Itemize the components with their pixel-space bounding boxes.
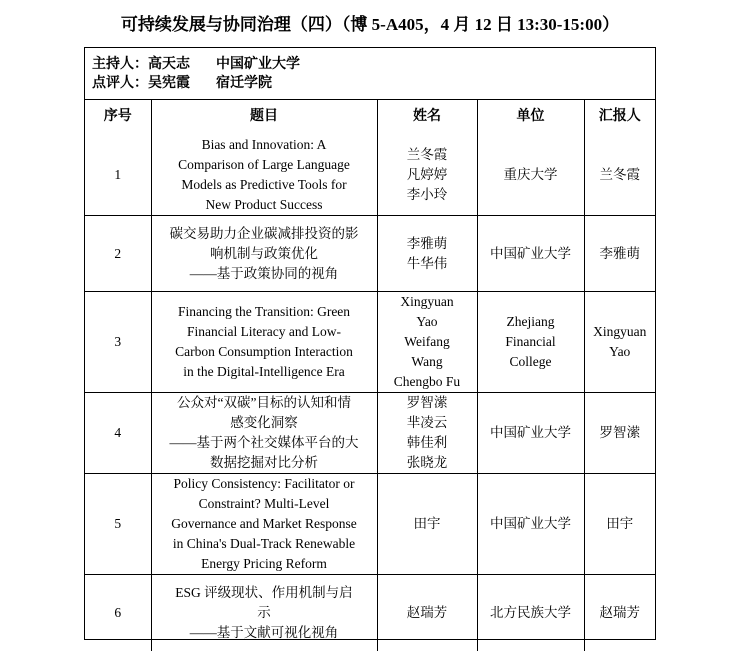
cell-names-line: 田宇 bbox=[413, 516, 441, 531]
cell-title bbox=[151, 292, 377, 393]
cell-presenter-line: 李雅萌 bbox=[599, 245, 640, 261]
cell-presenter bbox=[584, 135, 655, 216]
cell-title bbox=[151, 393, 377, 474]
cell-unit bbox=[477, 393, 584, 474]
cell-title-line: Energy Pricing Reform bbox=[201, 556, 327, 571]
cell-title-line: Carbon Consumption Interaction bbox=[175, 344, 353, 359]
cell-names bbox=[377, 393, 477, 474]
cell-title-line: 响机制与政策优化 bbox=[210, 245, 318, 261]
cell-no: 4 bbox=[85, 393, 151, 474]
cell-unit bbox=[477, 474, 584, 575]
reviewer-label: 点评人：吴宪霞 bbox=[92, 76, 190, 91]
cell-title-line: Constraint? Multi-Level bbox=[198, 496, 330, 511]
cell-unit-line: College bbox=[509, 354, 552, 369]
cell-title bbox=[151, 575, 377, 651]
cell-names-line: 芈凌云 bbox=[406, 415, 448, 430]
cell-presenter bbox=[584, 474, 655, 575]
page-title: 可持续发展与协同治理（四）（博 5-A405，4 月 12 日 13:30-15:00） bbox=[120, 15, 620, 34]
cell-names bbox=[377, 575, 477, 651]
cell-title-line: in China's Dual-Track Renewable bbox=[172, 536, 356, 551]
cell-names-line: 赵瑞芳 bbox=[406, 604, 448, 620]
cell-names-line: 罗智潆 bbox=[406, 395, 448, 410]
cell-names-line: 兰冬霞 bbox=[406, 147, 448, 162]
cell-names bbox=[377, 216, 477, 292]
cell-presenter bbox=[584, 216, 655, 292]
cell-names bbox=[377, 474, 477, 575]
cell-unit-line: 重庆大学 bbox=[503, 167, 558, 182]
cell-no: 3 bbox=[85, 292, 151, 393]
cell-no: 1 bbox=[85, 135, 151, 216]
cell-names-line: 韩佳利 bbox=[406, 435, 448, 450]
cell-title-line: Comparison of Large Language bbox=[178, 157, 350, 172]
cell-names-line: 凡婷婷 bbox=[406, 167, 448, 182]
cell-title-line: ——基于文献可视化视角 bbox=[189, 624, 339, 640]
cell-unit-line: 中国矿业大学 bbox=[490, 245, 571, 261]
cell-title-line: Financial Literacy and Low- bbox=[186, 324, 342, 339]
header-no: 序号 bbox=[85, 99, 151, 135]
cell-names-line: Yao bbox=[416, 314, 438, 329]
hosts-section bbox=[85, 48, 655, 100]
cell-title-line: 数据挖掘对比分析 bbox=[210, 455, 318, 470]
cell-title-line: Bias and Innovation: A bbox=[201, 137, 327, 152]
cell-presenter-line: 田宇 bbox=[606, 516, 634, 531]
cell-title-line: in the Digital-Intelligence Era bbox=[183, 364, 345, 379]
cell-unit-line: 北方民族大学 bbox=[490, 604, 571, 620]
cell-title-line: 公众对“双碳”目标的认知和情 bbox=[177, 395, 351, 410]
cell-names bbox=[377, 292, 477, 393]
cell-title-line: 示 bbox=[257, 604, 271, 620]
cell-no: 2 bbox=[85, 216, 151, 292]
cell-title-line: Governance and Market Response bbox=[171, 516, 357, 531]
cell-no: 6 bbox=[85, 575, 151, 651]
cell-unit bbox=[477, 135, 584, 216]
cell-no: 5 bbox=[85, 474, 151, 575]
table-row bbox=[85, 135, 655, 216]
table-row bbox=[85, 292, 655, 393]
cell-names-line: 李雅萌 bbox=[406, 235, 448, 251]
cell-presenter-line: Xingyuan bbox=[593, 324, 647, 339]
cell-presenter bbox=[584, 575, 655, 651]
cell-presenter bbox=[584, 292, 655, 393]
cell-unit bbox=[477, 216, 584, 292]
cell-names-line: Weifang bbox=[404, 334, 450, 349]
cell-title-line: ——基于政策协同的视角 bbox=[189, 265, 339, 281]
table-row bbox=[85, 474, 655, 575]
host-label: 主持人：高天志 bbox=[92, 57, 190, 72]
table-header-row bbox=[85, 99, 655, 135]
schedule-table bbox=[85, 99, 655, 651]
cell-unit bbox=[477, 575, 584, 651]
cell-title-line: Policy Consistency: Facilitator or bbox=[173, 476, 355, 491]
cell-title-line: 碳交易助力企业碳减排投资的影 bbox=[169, 225, 359, 241]
cell-title-line: New Product Success bbox=[205, 197, 323, 212]
cell-names-line: Chengbo Fu bbox=[393, 374, 461, 389]
cell-names-line: 牛华伟 bbox=[406, 255, 448, 271]
host-institution: 中国矿业大学 bbox=[216, 57, 300, 72]
cell-title-line: Financing the Transition: Green bbox=[177, 304, 351, 319]
header-name: 姓名 bbox=[377, 99, 477, 135]
reviewer-line bbox=[92, 74, 272, 93]
cell-title-line: Models as Predictive Tools for bbox=[181, 177, 347, 192]
cell-unit-line: Zhejiang bbox=[506, 314, 555, 329]
table-row bbox=[85, 575, 655, 651]
cell-names-line: 李小玲 bbox=[406, 187, 448, 202]
reviewer-institution: 宿迁学院 bbox=[216, 76, 272, 91]
cell-unit-line: Financial bbox=[505, 334, 556, 349]
cell-unit-line: 中国矿业大学 bbox=[490, 516, 571, 531]
cell-presenter-line: 兰冬霞 bbox=[599, 167, 640, 182]
host-line bbox=[92, 55, 300, 74]
cell-title bbox=[151, 135, 377, 216]
header-title: 题目 bbox=[151, 99, 377, 135]
table-row bbox=[85, 393, 655, 474]
cell-unit bbox=[477, 292, 584, 393]
cell-title-line: ——基于两个社交媒体平台的大 bbox=[169, 435, 359, 450]
header-presenter: 汇报人 bbox=[584, 99, 655, 135]
cell-presenter-line: Yao bbox=[609, 344, 631, 359]
cell-title bbox=[151, 216, 377, 292]
table-row bbox=[85, 216, 655, 292]
cell-presenter-line: 赵瑞芳 bbox=[599, 604, 640, 620]
cell-title-line: ESG 评级现状、作用机制与启 bbox=[175, 584, 353, 600]
session-schedule bbox=[84, 47, 656, 640]
cell-names-line: 张晓龙 bbox=[406, 455, 448, 470]
header-unit: 单位 bbox=[477, 99, 584, 135]
cell-names-line: Xingyuan bbox=[400, 294, 454, 309]
cell-names-line: Wang bbox=[411, 354, 443, 369]
cell-unit-line: 中国矿业大学 bbox=[490, 425, 571, 440]
cell-title bbox=[151, 474, 377, 575]
cell-names bbox=[377, 135, 477, 216]
cell-presenter-line: 罗智潆 bbox=[599, 425, 640, 440]
cell-presenter bbox=[584, 393, 655, 474]
cell-title-line: 感变化洞察 bbox=[230, 415, 298, 430]
